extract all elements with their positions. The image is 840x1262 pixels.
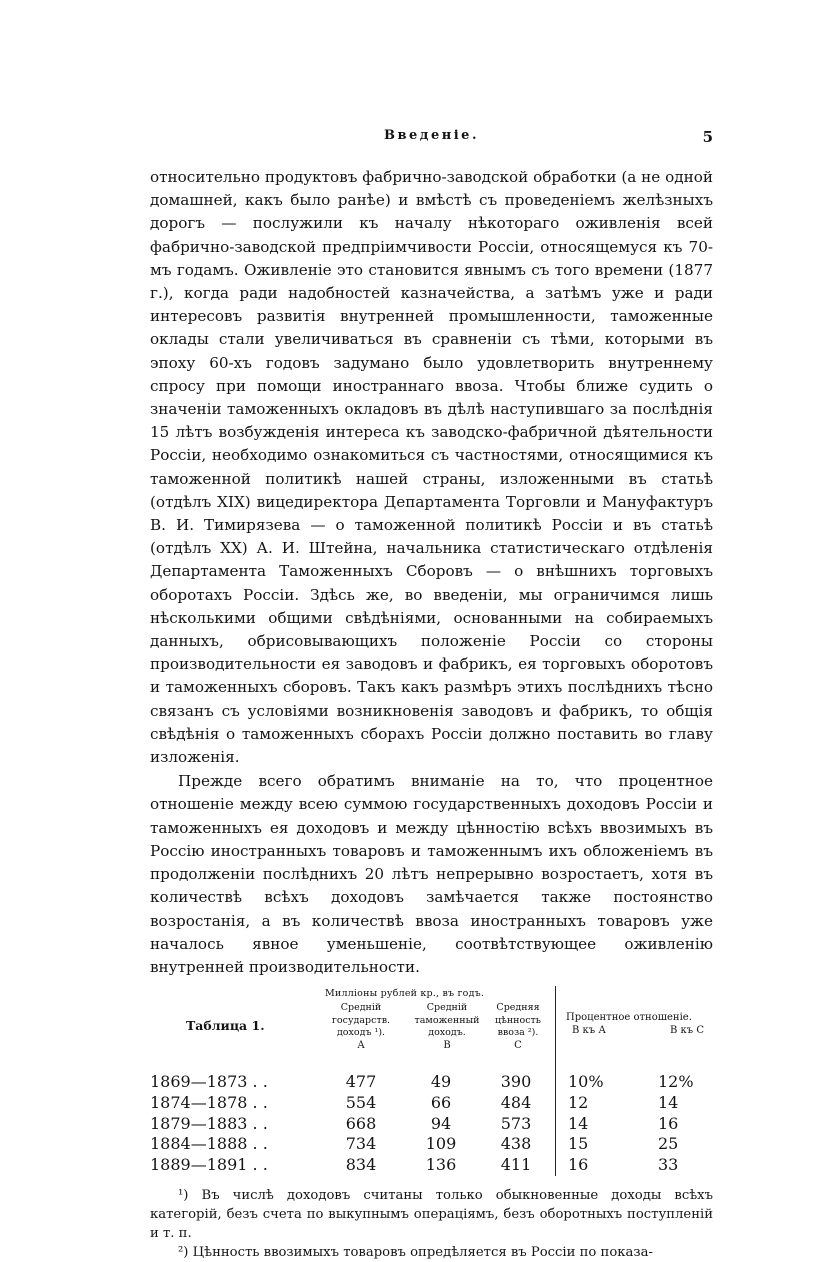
ratio-ba-cell: 12: [568, 1093, 589, 1112]
column-title: Средняя цѣнность ввоза ²).: [495, 1002, 541, 1039]
period-cell: 1889—1891 . .: [150, 1154, 268, 1174]
value-a-cell: 734: [345, 1134, 377, 1154]
value-c-cell: 438: [500, 1134, 532, 1154]
period-cell: 1884—1888 . .: [150, 1134, 268, 1154]
value-c-cell: 390: [500, 1072, 532, 1092]
column-title: Средній государств. доходъ ¹).: [331, 1002, 391, 1039]
paragraph: относительно продуктовъ фабрично-заводской обработки (а не одной домашней, какъ было ранѣе) и вмѣстѣ съ проведеніемъ желѣзныхъ дорогъ — послужили къ началу нѣкотораго оживленія всей фабрично-заводской предпріимчивости Россіи, относящемуся къ 70-мъ годамъ. Оживленіе это становится явнымъ съ того времени (1877 г.), когда ради надобностей казначейства, а затѣмъ уже и ради интересовъ развитія внутренней промышленности, таможенные оклады стали увеличиваться въ сравненіи съ тѣми, которыми въ эпоху 60-хъ годовъ задумано было удовлетворить внутреннему спросу при помощи иностраннаго ввоза. Чтобы ближе судить о значеніи таможенныхъ окладовъ въ дѣлѣ наступившаго за послѣднія 15 лѣтъ возбужденія интереса къ заводско-фабричной дѣятельности Россіи, необходимо ознакомиться съ частностями, относящимися къ таможенной политикѣ нашей страны, изложенными въ статьѣ (отдѣлъ XIX) вицедиректора Департамента Торговли и Мануфактуръ В. И. Тимирязева — о таможенной политикѣ Россіи и въ статьѣ (отдѣлъ XX) А. И. Штейна, начальника статистическаго отдѣленія Департамента Таможенныхъ Сборовъ — о внѣшнихъ торговыхъ оборотахъ Россіи. Здѣсь же, во введеніи, мы ограничимся лишь нѣсколькими общими свѣдѣніями, основанными на собираемыхъ данныхъ, обрисовывающихъ положеніе Россіи со стороны производительности ея заводовъ и фабрикъ, ея торговыхъ оборотовъ и таможенныхъ сборовъ. Такъ какъ размѣръ этихъ послѣднихъ тѣсно связанъ съ условіями возникновенія заводовъ и фабрикъ, то общія свѣдѣнія о таможенныхъ сборахъ Россіи должно поставить во главу изложенія.: [150, 168, 713, 767]
column-letter: В: [443, 1039, 451, 1051]
value-b-cell: 136: [425, 1154, 457, 1174]
unit-caption: Милліоны рублей кр., въ годъ.: [325, 988, 485, 1000]
ratio-bc-cell: 25: [658, 1134, 679, 1154]
table-row: [150, 1072, 713, 1093]
value-c-cell: 484: [500, 1093, 532, 1112]
ratio-bc-cell: 16: [658, 1113, 679, 1133]
ratio-ba-cell: 16: [568, 1154, 589, 1174]
ratio-ba-cell: 10%: [568, 1072, 604, 1092]
table-row: [150, 1154, 713, 1175]
column-letter: А: [357, 1039, 365, 1051]
book-page: [150, 128, 713, 1262]
column-letter: С: [514, 1039, 522, 1051]
value-a-cell: 477: [345, 1072, 377, 1092]
value-b-cell: 49: [430, 1072, 452, 1092]
column-header-a: [320, 1002, 402, 1052]
value-b-cell: 109: [425, 1134, 457, 1154]
ratio-bc-cell: 33: [658, 1154, 679, 1174]
table-header: [150, 988, 713, 1072]
value-c-cell: 573: [500, 1113, 532, 1133]
body-text: [150, 166, 713, 979]
table-row: [150, 1113, 713, 1134]
period-cell: 1869—1873 . .: [150, 1072, 268, 1092]
running-title: Введеніе.: [384, 128, 479, 143]
percent-a-label: В къ А: [572, 1025, 606, 1037]
value-a-cell: 668: [345, 1113, 377, 1133]
value-b-cell: 66: [430, 1093, 452, 1112]
table-row: [150, 1134, 713, 1155]
value-a-cell: 834: [345, 1154, 377, 1174]
ratio-bc-cell: 14: [658, 1093, 679, 1112]
ratio-ba-cell: 15: [568, 1134, 589, 1154]
value-a-cell: 554: [345, 1093, 377, 1112]
page-number: 5: [702, 128, 713, 146]
column-header-c: [482, 1002, 554, 1052]
page-header: [150, 128, 713, 154]
footnote-2: ²) Цѣнность ввозимыхъ товаровъ опредѣляется въ Россіи по показа-: [178, 1245, 653, 1261]
table-body-wrapper: [150, 1072, 713, 1175]
column-title: Средній таможенный доходъ.: [414, 1002, 480, 1039]
ratio-ba-cell: 14: [568, 1113, 589, 1133]
footnotes: [150, 1186, 713, 1262]
percent-c-label: В къ С: [670, 1025, 704, 1037]
period-cell: 1879—1883 . .: [150, 1113, 268, 1133]
value-b-cell: 94: [430, 1113, 452, 1133]
table-label: Таблица 1.: [186, 1018, 265, 1034]
value-c-cell: 411: [500, 1154, 532, 1174]
paragraph: Прежде всего обратимъ вниманіе на то, что процентное отношеніе между всею суммою государственныхъ доходовъ Россіи и таможенныхъ ея доходовъ и между цѣнностію всѣхъ ввозимыхъ въ Россію иностранныхъ товаровъ и таможеннымъ ихъ обложеніемъ въ продолженіи послѣднихъ 20 лѣтъ непрерывно возростаетъ, хотя въ количествѣ всѣхъ доходовъ замѣчается также постоянство возростанія, а въ количествѣ ввоза иностранныхъ товаровъ уже началось явное уменьшеніе, соотвѣтствующее оживленію внутренней производительности.: [150, 772, 713, 976]
table-row: [150, 1093, 713, 1114]
percent-caption: Процентное отношеніе.: [566, 1012, 692, 1024]
period-cell: 1874—1878 . .: [150, 1093, 268, 1112]
column-header-b: [408, 1002, 486, 1052]
data-table: [150, 1072, 713, 1175]
footnote-1: ¹) Въ числѣ доходовъ считаны только обыкновенные доходы всѣхъ категорій, безъ счета по выкупнымъ операціямъ, безъ оборотныхъ поступленій и т. п.: [150, 1188, 713, 1242]
column-divider: [555, 986, 556, 1176]
ratio-bc-cell: 12%: [658, 1072, 694, 1092]
